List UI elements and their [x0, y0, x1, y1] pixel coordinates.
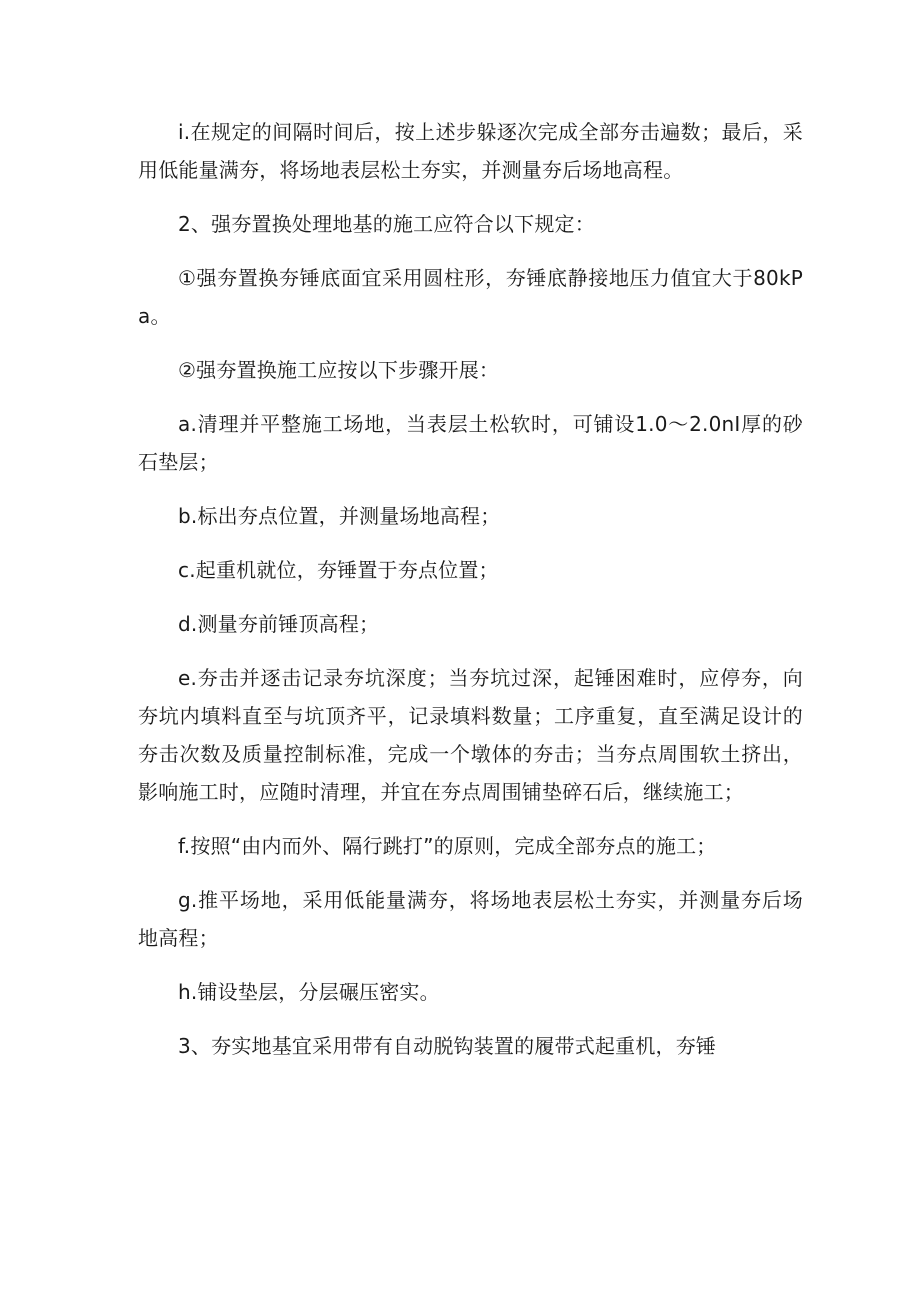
paragraph-section-2: 2、强夯置换处理地基的施工应符合以下规定：	[178, 212, 595, 236]
paragraph-step-a: a.清理并平整施工场地，当表层土松软时，可铺设1.0～2.0nI厚的砂石垫层；	[138, 412, 803, 474]
paragraph-step-i: i.在规定的间隔时间后，按上述步躲逐次完成全部夯击遍数；最后，采用低能量满夯，将场地表层松土夯实，并测量夯后场地高程。	[138, 120, 803, 182]
paragraph-step-e: e.夯击并逐击记录夯坑深度；当夯坑过深，起锤困难时，应停夯，向夯坑内填料直至与坑顶齐平，记录填料数量；工序重复，直至满足设计的夯击次数及质量控制标准，完成一个墩体的夯击；当夯点周围软土挤出，影响施工时，应随时清理，并宜在夯点周围铺垫碎石后，继续施工；	[138, 666, 803, 804]
paragraph-rule-2: ②强夯置换施工应按以下步骤开展：	[178, 358, 500, 382]
paragraph-section-3: 3、夯实地基宜采用带有自动脱钩装置的履带式起重机，夯锤	[178, 1034, 717, 1058]
paragraph-step-f: f.按照“由内而外、隔行跳打”的原则，完成全部夯点的施工；	[178, 834, 717, 858]
paragraph-step-c: c.起重机就位，夯锤置于夯点位置；	[178, 558, 499, 582]
document-body	[138, 113, 803, 1081]
paragraph-step-g: g.推平场地，采用低能量满夯，将场地表层松土夯实，并测量夯后场地高程；	[138, 888, 803, 950]
paragraph-step-h: h.铺设垫层，分层碾压密实。	[178, 980, 440, 1004]
paragraph-step-b: b.标出夯点位置，并测量场地高程；	[178, 504, 501, 528]
paragraph-rule-1: ①强夯置换夯锤底面宜采用圆柱形，夯锤底静接地压力值宜大于80kPa。	[138, 266, 803, 328]
paragraph-step-d: d.测量夯前锤顶高程；	[178, 612, 380, 636]
